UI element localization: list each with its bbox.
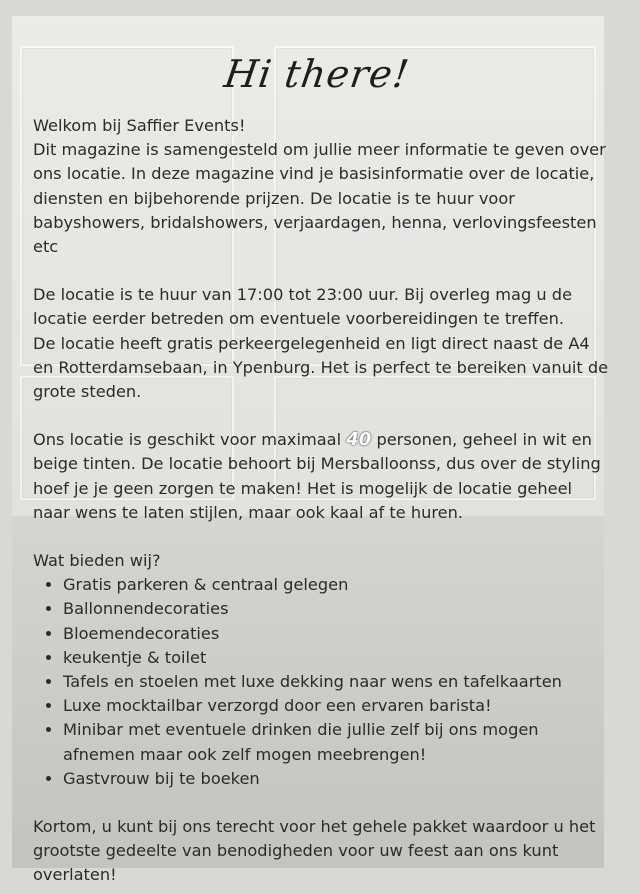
closing-paragraph: Kortom, u kunt bij ons terecht voor het gehele pakket waardoor u het grootste gedeelte van benodigheden voor uw feest aan ons kunt overlaten! <box>33 817 596 885</box>
list-item: • Luxe mocktailbar verzorgd door een ervaren barista! <box>63 694 613 718</box>
parking-paragraph: De locatie heeft gratis perkeergelegenheid en ligt direct naast de A4 en Rotterdamsebaan, in Ypenburg. Het is perfect te bereiken vanuit de grote steden. <box>33 333 609 402</box>
capacity-number: 40 <box>346 429 372 451</box>
welcome-line: Welkom bij Saffier Events! <box>33 116 246 135</box>
capacity-text-start: Ons locatie is geschikt voor maximaal <box>33 430 347 450</box>
list-item: • Bloemendecoraties <box>63 622 613 646</box>
hours-paragraph: De locatie is te huur van 17:00 tot 23:00 uur. Bij overleg mag u de locatie eerder betreden om eventuele voorbereidingen te treffen. <box>33 285 573 329</box>
intro-paragraph: Dit magazine is samengesteld om jullie meer informatie te geven over ons locatie. In deze magazine vind je basisinformatie over de locatie, diensten en bijbehorende prijzen. De locatie is te huur voor babyshowers, bridalshowers, verjaardagen, henna, verlovingsfeesten etc <box>33 140 606 257</box>
list-item: • Ballonnendecoraties <box>63 597 613 621</box>
list-item: • Minibar met eventuele drinken die jullie zelf bij ons mogen afnemen maar ook zelf mogen meebrengen! <box>63 718 613 766</box>
list-item: • Gratis parkeren & centraal gelegen <box>63 573 613 597</box>
page-title: Hi there! <box>221 52 413 96</box>
list-item: • Tafels en stoelen met luxe dekking naar wens en tafelkaarten <box>63 670 613 694</box>
offer-list <box>33 573 613 791</box>
body-text <box>33 114 613 888</box>
list-item: • keukentje & toilet <box>63 646 613 670</box>
offer-heading: Wat bieden wij? <box>33 551 161 571</box>
capacity-paragraph <box>33 428 613 525</box>
capacity-text-end: personen, geheel in wit en beige tinten. De locatie behoort bij Mersballoonss, dus over de styling hoef je je geen zorgen te maken! Het is mogelijk de locatie geheel naar wens te laten stijlen, maar ook kaal af te huren. <box>33 430 601 522</box>
list-item: • Gastvrouw bij te boeken <box>63 767 613 791</box>
